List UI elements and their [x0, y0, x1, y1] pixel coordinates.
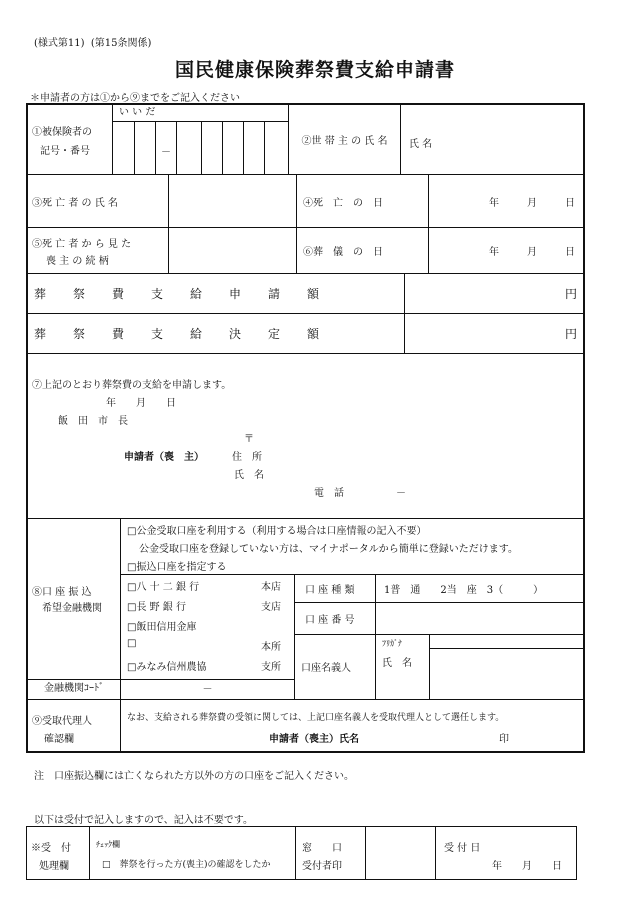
phone-label: 電 話	[314, 488, 344, 499]
phone-dash: －	[396, 488, 406, 499]
public-account-checkbox[interactable]: □公金受取口座を利用する（利用する場合は口座情報の記入不要）	[127, 526, 427, 537]
reception-box: ※受 付 処理欄 ﾁｪｯｸ欄 □ 葬祭を行った方(喪主)の確認をしたか 窓 口 受付者印 受 付 日 年 月 日	[26, 826, 577, 880]
account-holder-field[interactable]	[429, 634, 583, 699]
bank-option[interactable]: □みなみ信州農協	[127, 662, 207, 673]
application-form	[26, 103, 585, 753]
deceased-name-label: ③死 亡 者 の 氏 名	[32, 197, 118, 209]
proxy-signer-label: 申請者（喪主）氏名	[269, 734, 359, 745]
death-date-label: ④死 亡 の 日	[296, 175, 428, 227]
account-number-field[interactable]	[375, 602, 583, 634]
amount-decided-row	[28, 314, 583, 354]
account-note: 注 口座振込欄には亡くなられた方以外の方の口座をご記入ください。	[34, 771, 354, 782]
reception-label: ※受 付	[31, 843, 71, 854]
proxy-label: ⑨受取代理人	[32, 716, 92, 727]
application-text: ⑦上記のとおり葬祭費の支給を申請します。	[32, 380, 232, 391]
check-title: ﾁｪｯｸ欄	[96, 840, 120, 849]
account-type-options[interactable]: 1普 通 2当 座 3（ ）	[375, 574, 583, 602]
funeral-date-label: ⑥葬 儀 の 日	[296, 228, 428, 273]
deceased-row	[28, 175, 583, 228]
bank-option[interactable]: □八 十 二 銀 行	[127, 582, 200, 593]
amount-request-row	[28, 274, 583, 314]
public-account-note: 公金受取口座を登録していない方は、マイナポータルから簡単に登録いただけます。	[139, 544, 518, 555]
bank-label-cell: ⑧口 座 振 込 希望金融機関 金融機関ｺｰﾄﾞ	[28, 519, 120, 699]
funeral-date-field[interactable]: 年 月 日	[428, 228, 583, 273]
specify-account-checkbox[interactable]: □振込口座を指定する	[127, 562, 227, 573]
relation-field[interactable]	[168, 228, 296, 273]
bank-code-field[interactable]: －	[121, 679, 294, 699]
number-dash: －	[161, 147, 171, 158]
insured-row: ①被保険者の 記号・番号 い い だ － ②世 帯 主 の 氏 名 氏 名	[28, 105, 583, 175]
account-number-label: 口 座 番 号	[305, 614, 355, 626]
householder-name-field[interactable]: 氏 名	[400, 105, 583, 174]
furigana-label: ﾌﾘｶﾞﾅ	[382, 639, 402, 648]
applicant-label: 申請者（喪 主）	[124, 452, 204, 463]
amount-decided-field[interactable]: 円	[404, 314, 583, 353]
window-label: 窓 口	[302, 843, 342, 854]
bank-section	[28, 519, 583, 700]
account-type-label: 口 座 種 類	[305, 584, 355, 596]
form-number: (様式第11) (第15条関係)	[34, 38, 152, 49]
relation-row: ⑤死 亡 者 か ら 見 た 喪 主 の 続 柄 ⑥葬 儀 の 日 年 月 日	[28, 228, 583, 274]
form-title: 国民健康保険葬祭費支給申請書	[174, 59, 455, 81]
account-detail	[294, 574, 583, 699]
holder-name-label: 氏 名	[382, 658, 412, 669]
bank-option[interactable]: □長 野 銀 行	[127, 602, 186, 613]
applicant-name-label: 氏 名	[234, 470, 264, 481]
application-date: 年 月 日	[106, 398, 176, 409]
account-holder-label: 口座名義人	[301, 663, 351, 674]
postal-mark: 〒	[244, 434, 254, 445]
reception-note: 以下は受付で記入しますので、記入は不要です。	[34, 815, 253, 826]
amount-request-field[interactable]: 円	[404, 274, 583, 313]
insured-number-field[interactable]	[112, 105, 288, 174]
instruction-text: ＊申請者の方は①から⑨までをご記入ください	[30, 93, 240, 104]
proxy-text: なお、支給される葬祭費の受領に関しては、上記口座名義人を受取代理人として選任します。	[127, 713, 505, 723]
amount-request-label: 葬 祭 費 支 給 申 請 額	[34, 287, 321, 301]
death-date-field[interactable]: 年 月 日	[428, 175, 583, 227]
householder-label: ②世 帯 主 の 氏 名	[288, 105, 400, 174]
mayor-label: 飯 田 市 長	[58, 416, 128, 427]
deceased-name-field[interactable]	[168, 175, 296, 227]
bank-option[interactable]: □飯田信用金庫	[127, 622, 197, 633]
insured-label: ①被保険者の	[32, 126, 92, 138]
relation-label: ⑤死 亡 者 か ら 見 た	[32, 238, 132, 250]
proxy-section: ⑨受取代理人 確認欄 なお、支給される葬祭費の受領に関しては、上記口座名義人を受取代理人として選任します。 申請者（喪主）氏名 印	[28, 700, 583, 751]
bank-option[interactable]: □	[127, 638, 137, 649]
address-label: 住 所	[232, 452, 262, 463]
application-statement	[28, 354, 583, 519]
reception-date-label: 受 付 日	[444, 843, 481, 854]
reception-date-value[interactable]: 年 月 日	[492, 861, 562, 872]
kana-prefix: い い だ	[113, 105, 288, 122]
seal-field[interactable]	[365, 827, 436, 879]
seal-mark: 印	[499, 734, 509, 745]
bank-list: □八 十 二 銀 行 本店 □長 野 銀 行 支店 □飯田信用金庫 □ 本所 □みなみ信州農協 支所	[121, 574, 294, 679]
check-item[interactable]: □ 葬祭を行った方(喪主)の確認をしたか	[102, 860, 271, 870]
amount-decided-label: 葬 祭 費 支 給 決 定 額	[34, 327, 321, 341]
bank-code-label: 金融機関ｺｰﾄﾞ	[28, 679, 120, 698]
